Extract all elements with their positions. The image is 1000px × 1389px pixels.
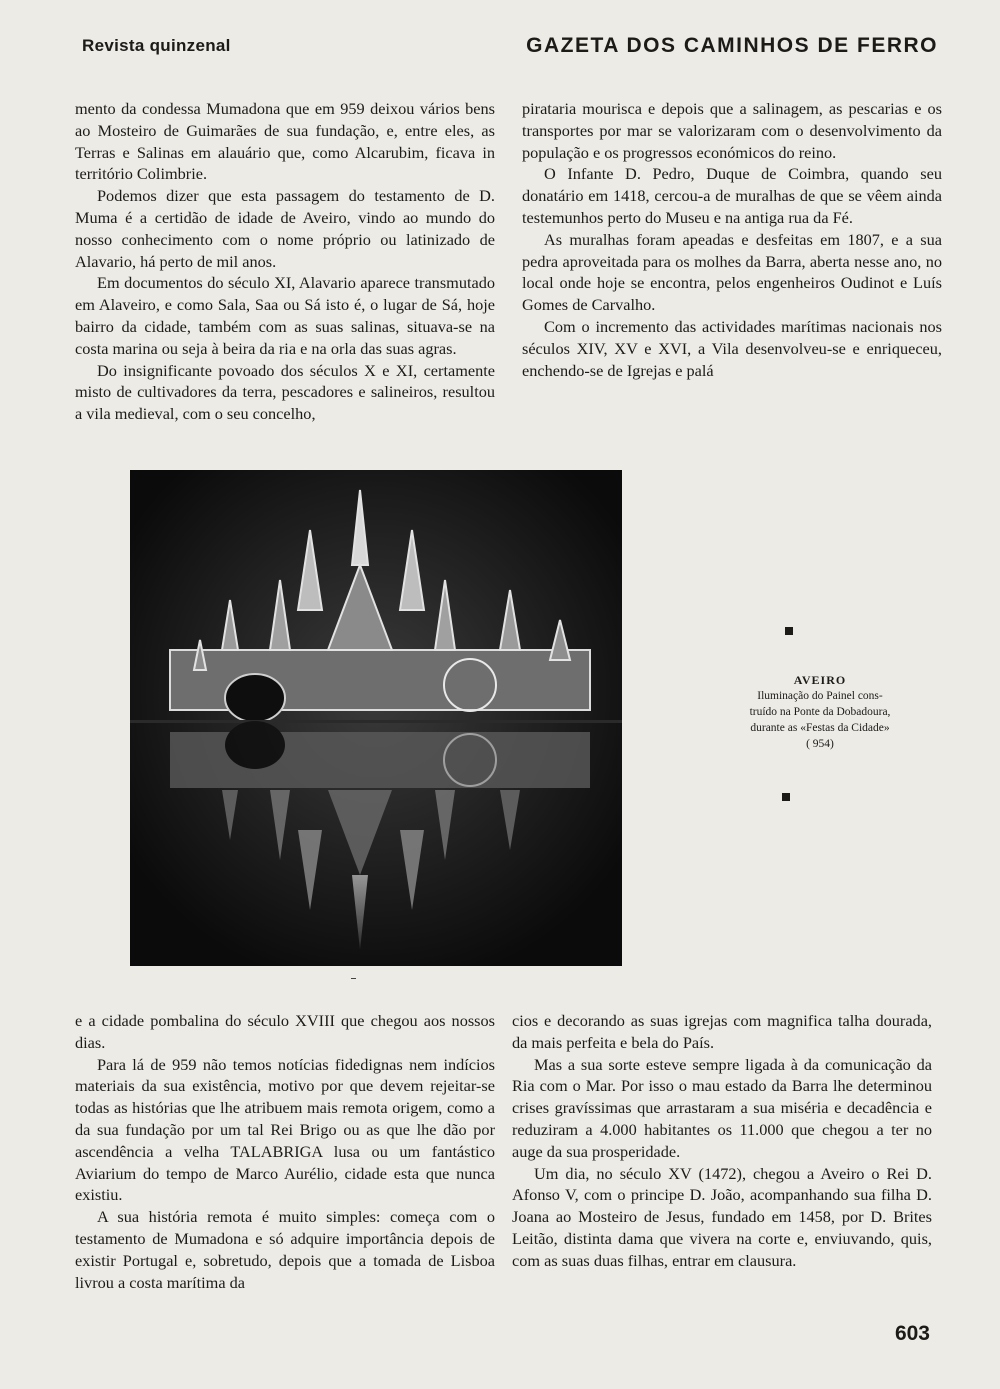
paragraph-text-part: mento da condessa Mumadona que em 959 deixou vários bens ao Mosteiro de Guimarães de sua fundação, e, entre eles, as Terras e Salinas em alauário que, como Alcarubim, ficava in território Colimbrie. <box>75 99 495 184</box>
paragraph: Em documentos do século XI, Alavario aparece transmutado em Alaveiro, e como Sala, Saa ou Sá isto é, o lugar de Sá, hoje bairro da cidade, também com as suas salinas, situava-se na costa marina ou seja à beira da ria e na orla das suas agras. <box>75 273 495 358</box>
caption-title: AVEIRO <box>793 673 847 687</box>
caption-line: durante as «Festas da Cidade» <box>750 722 890 734</box>
column-top-left <box>75 98 495 425</box>
caption-line: truído na Ponte da Dobadoura, <box>749 706 891 718</box>
paragraph <box>75 98 495 185</box>
column-top-right <box>522 98 942 381</box>
night-illumination-image <box>130 470 622 966</box>
paragraph: pirataria mourisca e depois que a salinagem, as pescarias e os transportes por mar se valorizaram com o desenvolvimento da população e os progressos económicos do reino. <box>522 99 942 162</box>
page-number: 603 <box>894 1322 930 1345</box>
paragraph: Mas a sua sorte esteve sempre ligada à da comunicação da Ria com o Mar. Por isso o mau estado da Barra lhe determinou crises gravíssimas que arrastaram a sua miséria e decadência e reduziram a 4.000 habitantes os 11.000 que chegou a ter no auge da sua prosperidade. <box>512 1054 932 1161</box>
paragraph: As muralhas foram apeadas e desfeitas em 1807, e a sua pedra aproveitada para os molhes da Barra, aberta nesse ano, no local onde hoje se encontra, pelos engenheiros Oudinot e Luís Gomes de Carvalho. <box>522 229 942 315</box>
column-bottom-right <box>512 1010 932 1272</box>
paragraph: cios e decorando as suas igrejas com magnifica talha dourada, da mais perfeita e bela do País. <box>512 1011 932 1052</box>
paragraph: Com o incremento das actividades marítimas nacionais nos séculos XIV, XV e XVI, a Vila desenvolveu-se e enriqueceu, enchendo-se de Igrejas e palá <box>522 316 942 380</box>
caption-line: ( 954) <box>806 738 834 750</box>
paragraph: Do insignificante povoado dos séculos X e XI, certamente misto de cultivadores da terra, pescadores e salineiros, resultou a vila medieval, com o seu concelho, <box>75 360 495 424</box>
paragraph: Podemos dizer que esta passagem do testamento de D. Muma é a certidão de idade de Aveiro, vindo ao mundo do nosso conhecimento com o nome próprio ou latinizado de Alavario, há perto de mil anos. <box>75 186 495 271</box>
photo-tick-mark <box>351 978 356 979</box>
header-right-title: GAZETA DOS CAMINHOS DE FERRO <box>526 34 938 57</box>
caption-line: Iluminação do Painel cons- <box>757 690 883 702</box>
paragraph: Um dia, no século XV (1472), chegou a Aveiro o Rei D. Afonso V, com o principe D. João, acompanhando sua filha D. Joana ao Mosteiro de Jesus, fundado em 1458, por D. Brites Leitão, distinta dama que vivera na corte e, enviuvando, quis, com as suas duas filhas, entrar em clausura. <box>512 1163 932 1270</box>
paragraph: O Infante D. Pedro, Duque de Coimbra, quando seu donatário em 1418, cercou-a de muralhas de que se vêem ainda testemunhos perto do Museu e na antiga rua da Fé. <box>522 164 942 227</box>
column-bottom-left <box>75 1010 495 1293</box>
header-left-title: Revista quinzenal <box>82 36 231 55</box>
paragraph: e a cidade pombalina do século XVIII que chegou aos nossos dias. <box>75 1011 495 1052</box>
paragraph: A sua história remota é muito simples: começa com o testamento de Mumadona e só adquire importância depois de existir Portugal e, sobretudo, depois que a tomada de Lisboa livrou a costa marítima da <box>75 1207 495 1292</box>
paragraph: Para lá de 959 não temos notícias fidedignas nem indícios materiais da sua existência, motivo por que devem rejeitar-se todas as histórias que lhe atribuem mais remota origem, como a da sua fundação por um tal Rei Brigo ou as que lhe dão por ascendência a velha TALABRIGA lusa ou um fantástico Aviarium do tempo de Marco Aurélio, cidade esta que nunca existiu. <box>75 1054 495 1205</box>
photo-caption <box>740 672 900 752</box>
caption-bullet-bottom <box>782 793 790 801</box>
caption-bullet-top <box>785 627 793 635</box>
photo-aveiro-illumination <box>130 470 622 966</box>
